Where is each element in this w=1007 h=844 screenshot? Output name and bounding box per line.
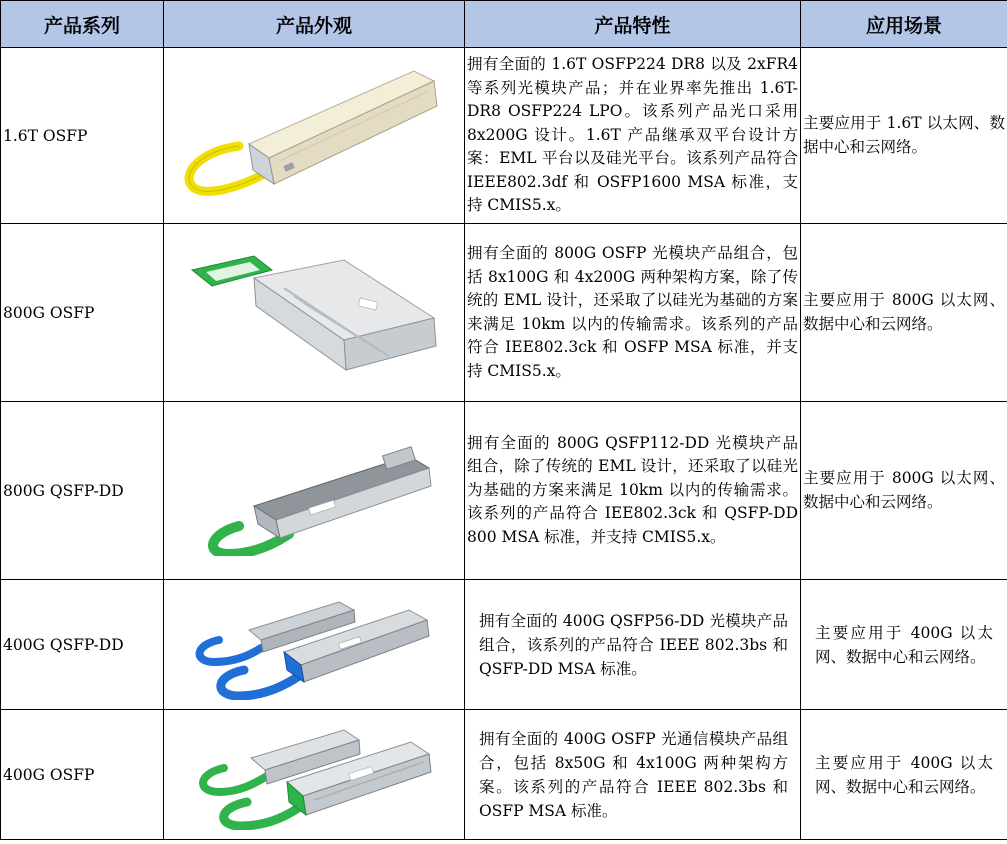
- appearance-cell: [164, 580, 465, 710]
- header-application-scenario: 应用场景: [801, 1, 1007, 48]
- series-cell: 800G QSFP-DD: [1, 402, 164, 580]
- osfp-transceiver-yellow-pull-tab-icon: [179, 66, 449, 206]
- appearance-cell: [164, 48, 465, 224]
- qsfp-dd-transceiver-pair-blue-pull-tab-icon: [189, 590, 439, 700]
- osfp-transceiver-green-pull-tab-icon: [184, 248, 444, 378]
- features-cell: 拥有全面的 400G QSFP56-DD 光模块产品组合，该系列的产品符合 IEEE 802.3bs 和 QSFP-DD MSA 标准。: [465, 580, 801, 710]
- series-cell: 400G OSFP: [1, 710, 164, 840]
- features-cell: 拥有全面的 800G QSFP112-DD 光模块产品组合，除了传统的 EML 设计，还采取了以硅光为基础的方案来满足 10km 以内的传输需求。该系列的产品符合 IEE802.3ck 和 QSFP-DD 800 MSA 标准，并支持 CMIS5.x。: [465, 402, 801, 580]
- scenario-cell: 主要应用于 800G 以太网、数据中心和云网络。: [801, 402, 1007, 580]
- osfp-transceiver-pair-green-pull-tab-icon: [189, 720, 439, 830]
- table-header-row: [1, 1, 1007, 48]
- header-product-appearance: 产品外观: [164, 1, 465, 48]
- series-cell: 800G OSFP: [1, 224, 164, 402]
- appearance-cell: [164, 224, 465, 402]
- table-row: [1, 224, 1007, 402]
- series-cell: 1.6T OSFP: [1, 48, 164, 224]
- scenario-cell: 主要应用于 800G 以太网、数据中心和云网络。: [801, 224, 1007, 402]
- appearance-cell: [164, 710, 465, 840]
- features-cell: 拥有全面的 800G OSFP 光模块产品组合，包括 8x100G 和 4x200G 两种架构方案，除了传统的 EML 设计，还采取了以硅光为基础的方案来满足 10km 以内的传输需求。该系列的产品符合 IEE802.3ck 和 OSFP MSA 标准，并支持 CMIS5.x。: [465, 224, 801, 402]
- table-row: [1, 710, 1007, 840]
- table-row: [1, 48, 1007, 224]
- scenario-cell: 主要应用于 1.6T 以太网、数据中心和云网络。: [801, 48, 1007, 224]
- table-row: [1, 402, 1007, 580]
- features-cell: 拥有全面的 1.6T OSFP224 DR8 以及 2xFR4 等系列光模块产品；并在业界率先推出 1.6T-DR8 OSFP224 LPO。该系列产品光口采用 8x200G 设计。1.6T 产品继承双平台设计方案：EML 平台以及硅光平台。该系列产品符合 IEEE802.3df 和 OSFP1600 MSA 标准，支持 CMIS5.x。: [465, 48, 801, 224]
- features-cell: 拥有全面的 400G OSFP 光通信模块产品组合，包括 8x50G 和 4x100G 两种架构方案。该系列的产品符合 IEEE 802.3bs 和 OSFP MSA 标准。: [465, 710, 801, 840]
- series-cell: 400G QSFP-DD: [1, 580, 164, 710]
- appearance-cell: [164, 402, 465, 580]
- qsfp-dd-transceiver-green-pull-tab-icon: [184, 426, 444, 556]
- header-product-features: 产品特性: [465, 1, 801, 48]
- scenario-cell: 主要应用于 400G 以太网、数据中心和云网络。: [801, 580, 1007, 710]
- scenario-cell: 主要应用于 400G 以太网、数据中心和云网络。: [801, 710, 1007, 840]
- header-product-series: 产品系列: [1, 1, 164, 48]
- table-row: [1, 580, 1007, 710]
